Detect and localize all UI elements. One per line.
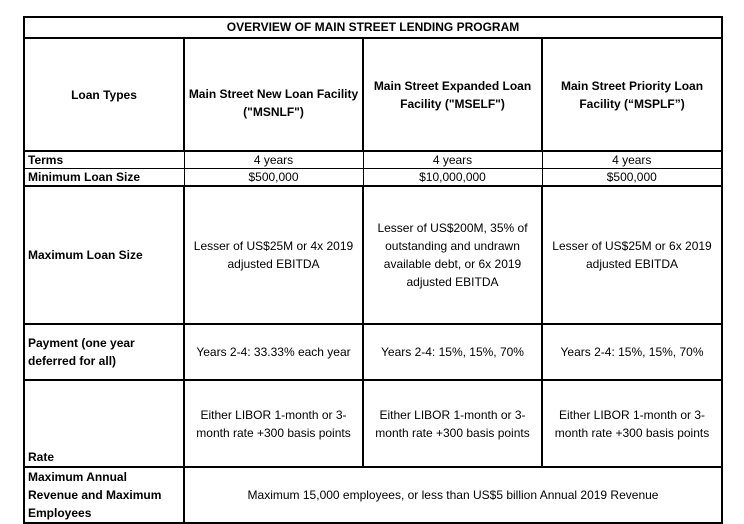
program-name: Main Street New Loan Facility [188,87,359,101]
cell-msplf: Years 2-4: 15%, 15%, 70% [542,324,722,380]
row-label [24,151,184,169]
table-row-minimum-loan-size [24,169,722,187]
cell-msnlf: Lesser of US$25M or 4x 2019 adjusted EBITDA [184,186,363,324]
cell-msplf: Either LIBOR 1-month or 3-month rate +300 basis points [542,380,722,467]
cell-msplf: 4 years [542,151,722,169]
cell-all-programs: Maximum 15,000 employees, or less than US$5 billion Annual 2019 Revenue [184,467,722,523]
table-row-maximum-revenue-employees [24,467,722,523]
cell-mself: $10,000,000 [363,169,542,187]
header-row [24,38,722,151]
table-row-maximum-loan-size [24,186,722,324]
cell-mself: 4 years [363,151,542,169]
row-label [24,380,184,467]
table-row-payment [24,324,722,380]
header-mself [363,38,542,151]
row-label-text: Maximum Loan Size [28,248,143,262]
table-row-rate [24,380,722,467]
row-label [24,186,184,324]
header-msplf [542,38,722,151]
cell-mself: Years 2-4: 15%, 15%, 70% [363,324,542,380]
cell-msnlf: Either LIBOR 1-month or 3-month rate +300 basis points [184,380,363,467]
program-name: Main Street Expanded Loan Facility [373,78,532,111]
table-row-terms [24,151,722,169]
row-label [24,324,184,380]
header-loan-types: Loan Types [24,38,184,151]
table-title: OVERVIEW OF MAIN STREET LENDING PROGRAM [24,17,722,38]
row-label-text: Terms [28,152,64,167]
cell-mself: Lesser of US$200M, 35% of outstanding and undrawn available debt, or 6x 2019 adjusted EBITDA [363,186,542,324]
cell-msnlf: 4 years [184,151,363,169]
cell-msnlf: $500,000 [184,169,363,187]
cell-msplf: Lesser of US$25M or 6x 2019 adjusted EBITDA [542,186,722,324]
lending-program-table [23,16,723,524]
program-name: Main Street Priority Loan Facility [561,78,704,111]
row-label [24,467,184,523]
program-abbr: ("MSELF") [444,96,505,111]
program-abbr: ("MSNLF") [243,105,304,119]
cell-msnlf: Years 2-4: 33.33% each year [184,324,363,380]
row-label [24,169,184,187]
cell-mself: Either LIBOR 1-month or 3-month rate +300 basis points [363,380,542,467]
row-label-text: Maximum Annual Revenue and Maximum Employees [28,470,162,520]
row-label-text: Payment (one year deferred for all) [28,336,135,368]
row-label-text: Rate [28,450,55,464]
row-label-text: Minimum Loan Size [28,169,141,184]
cell-msplf: $500,000 [542,169,722,187]
header-msnlf [184,38,363,151]
title-row [24,17,722,38]
program-abbr: (“MSPLF”) [624,96,685,111]
